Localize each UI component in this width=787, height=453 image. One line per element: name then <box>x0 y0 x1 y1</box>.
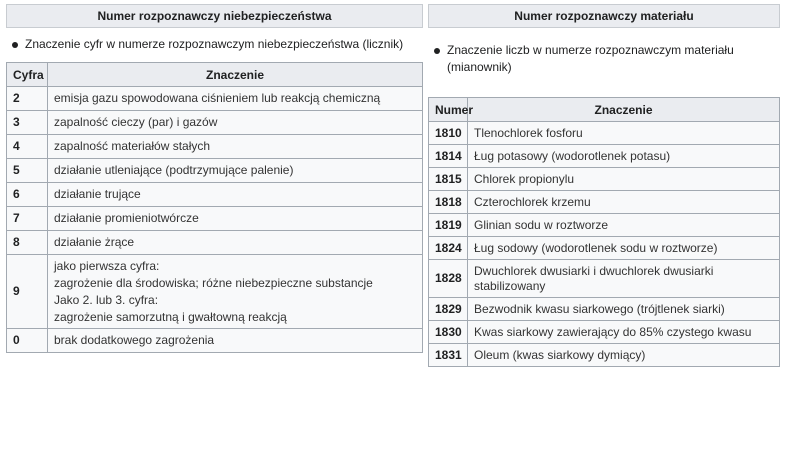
number-cell: 1814 <box>429 145 468 168</box>
meaning-cell: Bezwodnik kwasu siarkowego (trójtlenek siarki) <box>468 298 780 321</box>
hazard-number-title: Numer rozpoznawczy niebezpieczeństwa <box>6 4 423 28</box>
meaning-cell: Dwuchlorek dwusiarki i dwuchlorek dwusiarki stabilizowany <box>468 260 780 298</box>
hazard-digits-table <box>6 62 423 353</box>
number-cell: 1824 <box>429 237 468 260</box>
digit-cell: 7 <box>7 207 48 231</box>
table-row <box>429 298 780 321</box>
number-cell: 1819 <box>429 214 468 237</box>
table-row <box>429 344 780 367</box>
meaning-cell: Tlenochlorek fosforu <box>468 122 780 145</box>
number-cell: 1829 <box>429 298 468 321</box>
table-row <box>7 159 423 183</box>
table-row <box>7 329 423 353</box>
table-row <box>429 168 780 191</box>
meaning-cell: Chlorek propionylu <box>468 168 780 191</box>
bullet-icon <box>434 48 440 54</box>
table-header-row <box>429 98 780 122</box>
meaning-cell: Czterochlorek krzemu <box>468 191 780 214</box>
meaning-cell: zapalność cieczy (par) i gazów <box>48 111 423 135</box>
material-number-note <box>428 28 780 97</box>
meaning-cell: działanie żrące <box>48 231 423 255</box>
digit-cell: 0 <box>7 329 48 353</box>
table-row <box>7 135 423 159</box>
table-row <box>429 237 780 260</box>
column-header-number: Numer <box>429 98 468 122</box>
material-number-section <box>428 4 780 367</box>
digit-cell: 5 <box>7 159 48 183</box>
table-row <box>429 145 780 168</box>
meaning-line: Jako 2. lub 3. cyfra: <box>54 292 159 307</box>
meaning-cell: brak dodatkowego zagrożenia <box>48 329 423 353</box>
meaning-line: zagrożenie samorzutną i gwałtowną reakcją <box>54 309 287 324</box>
table-row <box>429 260 780 298</box>
meaning-cell: działanie trujące <box>48 183 423 207</box>
meaning-cell: zapalność materiałów stałych <box>48 135 423 159</box>
digit-cell: 6 <box>7 183 48 207</box>
hazard-number-note-text: Znaczenie cyfr w numerze rozpoznawczym niebezpieczeństwa (licznik) <box>25 37 404 51</box>
table-row <box>429 191 780 214</box>
meaning-cell <box>48 255 423 329</box>
table-row <box>7 231 423 255</box>
table-row <box>7 111 423 135</box>
table-row <box>7 207 423 231</box>
table-row <box>429 122 780 145</box>
meaning-cell: działanie utleniające (podtrzymujące palenie) <box>48 159 423 183</box>
number-cell: 1830 <box>429 321 468 344</box>
column-header-meaning: Znaczenie <box>468 98 780 122</box>
meaning-cell: Glinian sodu w roztworze <box>468 214 780 237</box>
number-cell: 1815 <box>429 168 468 191</box>
hazard-number-section <box>6 4 423 353</box>
material-numbers-table <box>428 97 780 367</box>
table-row <box>7 255 423 329</box>
digit-cell: 9 <box>7 255 48 329</box>
column-header-meaning: Znaczenie <box>48 63 423 87</box>
table-header-row <box>7 63 423 87</box>
meaning-line: jako pierwsza cyfra: <box>54 258 160 273</box>
digit-cell: 2 <box>7 87 48 111</box>
meaning-cell: Kwas siarkowy zawierający do 85% czystego kwasu <box>468 321 780 344</box>
bullet-icon <box>12 42 18 48</box>
column-header-digit: Cyfra <box>7 63 48 87</box>
number-cell: 1810 <box>429 122 468 145</box>
number-cell: 1831 <box>429 344 468 367</box>
meaning-cell: Ług potasowy (wodorotlenek potasu) <box>468 145 780 168</box>
meaning-line: zagrożenie dla środowiska; różne niebezpieczne substancje <box>54 275 373 290</box>
table-row <box>7 183 423 207</box>
digit-cell: 8 <box>7 231 48 255</box>
digit-cell: 4 <box>7 135 48 159</box>
material-number-title: Numer rozpoznawczy materiału <box>428 4 780 28</box>
digit-cell: 3 <box>7 111 48 135</box>
material-number-note-text: Znaczenie liczb w numerze rozpoznawczym materiału (mianownik) <box>447 43 734 74</box>
content-wrapper <box>6 4 780 367</box>
number-cell: 1818 <box>429 191 468 214</box>
meaning-cell: emisja gazu spowodowana ciśnieniem lub reakcją chemiczną <box>48 87 423 111</box>
table-row <box>429 214 780 237</box>
meaning-cell: Oleum (kwas siarkowy dymiący) <box>468 344 780 367</box>
table-row <box>7 87 423 111</box>
hazard-number-note <box>6 28 423 54</box>
number-cell: 1828 <box>429 260 468 298</box>
table-row <box>429 321 780 344</box>
meaning-cell: Ług sodowy (wodorotlenek sodu w roztworze) <box>468 237 780 260</box>
meaning-cell: działanie promieniotwórcze <box>48 207 423 231</box>
